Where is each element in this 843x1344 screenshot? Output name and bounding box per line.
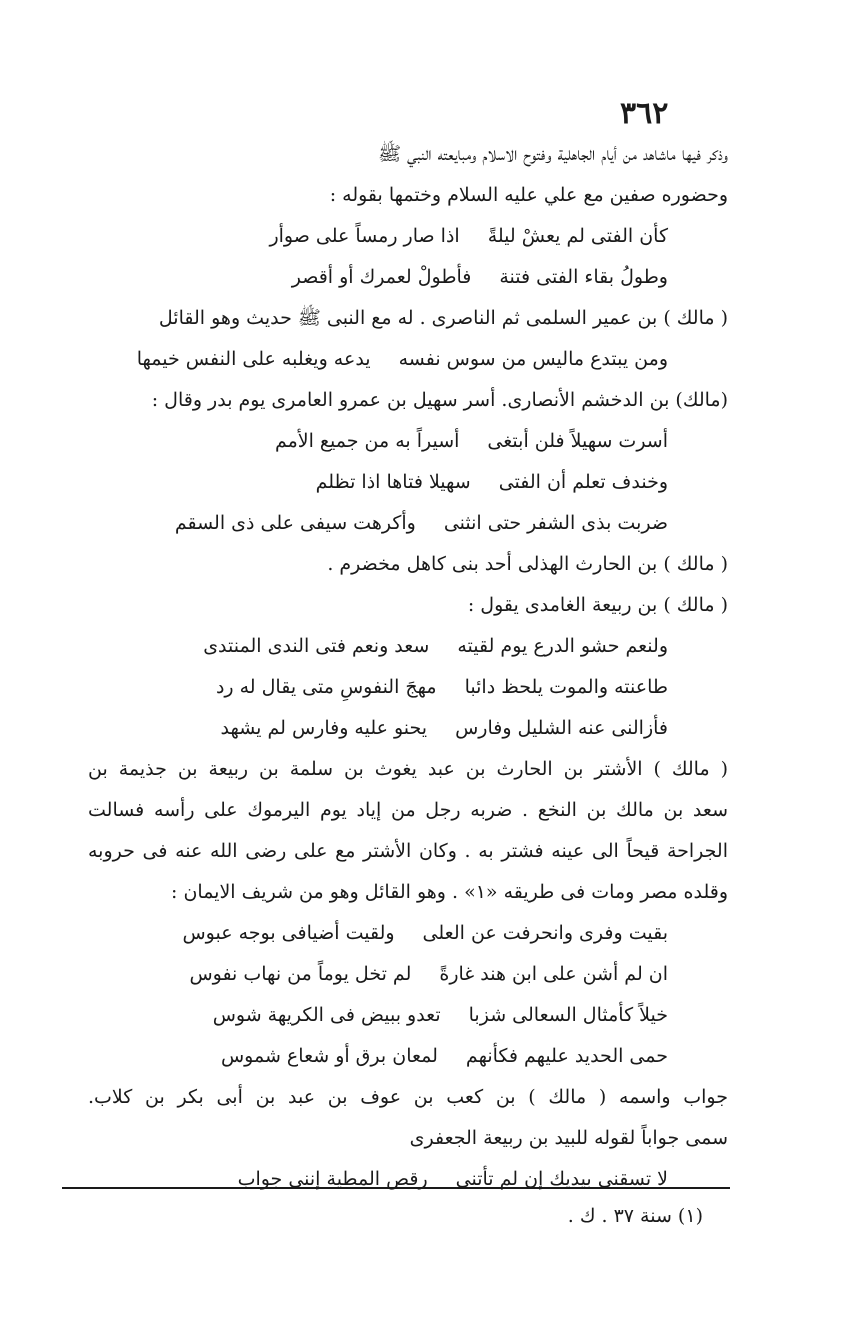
verse-second-hemistich: وأكرهت سيفى على ذى السقم	[174, 512, 416, 534]
verse-first-hemistich: ضربت بذى الشفر حتى انثنى	[443, 512, 668, 534]
verse-first-hemistich: أسرت سهيلاً فلن أبتغى	[487, 430, 668, 452]
text-line: ( مالك ) بن عمير السلمى ثم الناصرى . له مع النبى ﷺ حديث وهو القائل	[158, 307, 728, 329]
text-line: سعد بن مالك بن النخع . ضربه رجل من إياد يوم اليرموك على رأسه فسالت	[88, 799, 728, 821]
verse-second-hemistich: يحنو عليه وفارس لم يشهد	[220, 717, 428, 739]
verse-line	[88, 954, 728, 995]
verse-first-hemistich: ان لم أشن على ابن هند غارةً	[439, 963, 668, 985]
verse-second-hemistich: ولقيت أضيافى بوجه عبوس	[182, 922, 395, 944]
verse-line	[88, 667, 728, 708]
text-line: ( مالك ) بن ربيعة الغامدى يقول :	[467, 594, 728, 616]
text-line: سمى جواباً لقوله للبيد بن ربيعة الجعفرى	[409, 1127, 728, 1149]
verse-line	[88, 339, 728, 380]
verse-first-hemistich: لا تسقنى بيديك إن لم تأتنى	[455, 1168, 668, 1190]
footnote-divider	[62, 1187, 730, 1189]
verse-second-hemistich: لم تخل يوماً من نهاب نفوس	[189, 963, 412, 985]
verse-line	[88, 1159, 728, 1200]
verse-line	[88, 503, 728, 544]
verse-line	[88, 913, 728, 954]
verse-line	[88, 995, 728, 1036]
verse-first-hemistich: ومن يبتدع ماليس من سوس نفسه	[398, 348, 668, 370]
footnote: (١) سنة ٣٧ . ك .	[567, 1205, 703, 1227]
verse-first-hemistich: كأن الفتى لم يعشْ ليلةً	[487, 225, 668, 247]
verse-second-hemistich: مهجَ النفوسِ متى يقال له رد	[215, 676, 437, 698]
verse-first-hemistich: خيلاً كأمثال السعالى شزبا	[468, 1004, 668, 1026]
verse-line	[88, 216, 728, 257]
verse-line	[88, 257, 728, 298]
verse-second-hemistich: تعدو ببيض فى الكريهة شوس	[212, 1004, 441, 1026]
text-line: وقلده مصر ومات فى طريقه «١» . وهو القائل وهو من شريف الايمان :	[171, 881, 728, 903]
verse-line	[88, 1036, 728, 1077]
verse-first-hemistich: فأزالنى عنه الشليل وفارس	[455, 717, 668, 739]
verse-line	[88, 421, 728, 462]
text-line: ( مالك ) الأشتر بن الحارث بن عبد يغوث بن سلمة بن ربيعة بن جذيمة بن	[88, 758, 728, 780]
verse-second-hemistich: رقص المطية إننى جواب	[237, 1168, 428, 1190]
text-line: (مالك) بن الدخشم الأنصارى. أسر سهيل بن عمرو العامرى يوم بدر وقال :	[151, 389, 728, 411]
verse-second-hemistich: اذا صار رمساً على صوأر	[269, 225, 460, 247]
text-line: وحضوره صفين مع علي عليه السلام وختمها بقوله :	[329, 184, 728, 206]
page-number: ٣٦٢	[620, 96, 669, 131]
text-line: الجراحة قيحاً الى عينه فشتر به . وكان الأشتر مع على رضى الله عنه فى حروبه	[88, 840, 728, 862]
verse-first-hemistich: حمى الحديد عليهم فكأنهم	[465, 1045, 668, 1067]
verse-second-hemistich: أسيراً به من جميع الأمم	[274, 430, 460, 452]
verse-line	[88, 462, 728, 503]
verse-second-hemistich: سهيلا فتاها اذا تظلم	[315, 471, 471, 493]
text-line: وذكر فيها ماشاهد من أيام الجاهلية وفتوح الاسلام ومبايعته النبي ﷺ	[378, 143, 728, 165]
verse-second-hemistich: لمعان برق أو شعاع شموس	[220, 1045, 438, 1067]
body-text	[88, 134, 728, 1200]
verse-line	[88, 626, 728, 667]
verse-first-hemistich: طاعنته والموت يلحظ دائبا	[464, 676, 668, 698]
verse-first-hemistich: بقيت وفرى وانحرفت عن العلى	[422, 922, 668, 944]
verse-second-hemistich: يدعه ويغلبه على النفس خيمها	[136, 348, 371, 370]
verse-first-hemistich: ولنعم حشو الدرع يوم لقيته	[457, 635, 668, 657]
verse-line	[88, 708, 728, 749]
verse-first-hemistich: وطولُ بقاء الفتى فتنة	[499, 266, 668, 288]
verse-first-hemistich: وخندف تعلم أن الفتى	[498, 471, 668, 493]
text-line: ( مالك ) بن الحارث الهذلى أحد بنى كاهل مخضرم .	[327, 553, 728, 575]
text-line: جواب واسمه ( مالك ) بن كعب بن عوف بن عبد بن أبى بكر بن كلاب.	[88, 1086, 728, 1108]
verse-second-hemistich: سعد ونعم فتى الندى المنتدى	[203, 635, 430, 657]
verse-second-hemistich: فأطولْ لعمرك أو أقصر	[291, 266, 472, 288]
